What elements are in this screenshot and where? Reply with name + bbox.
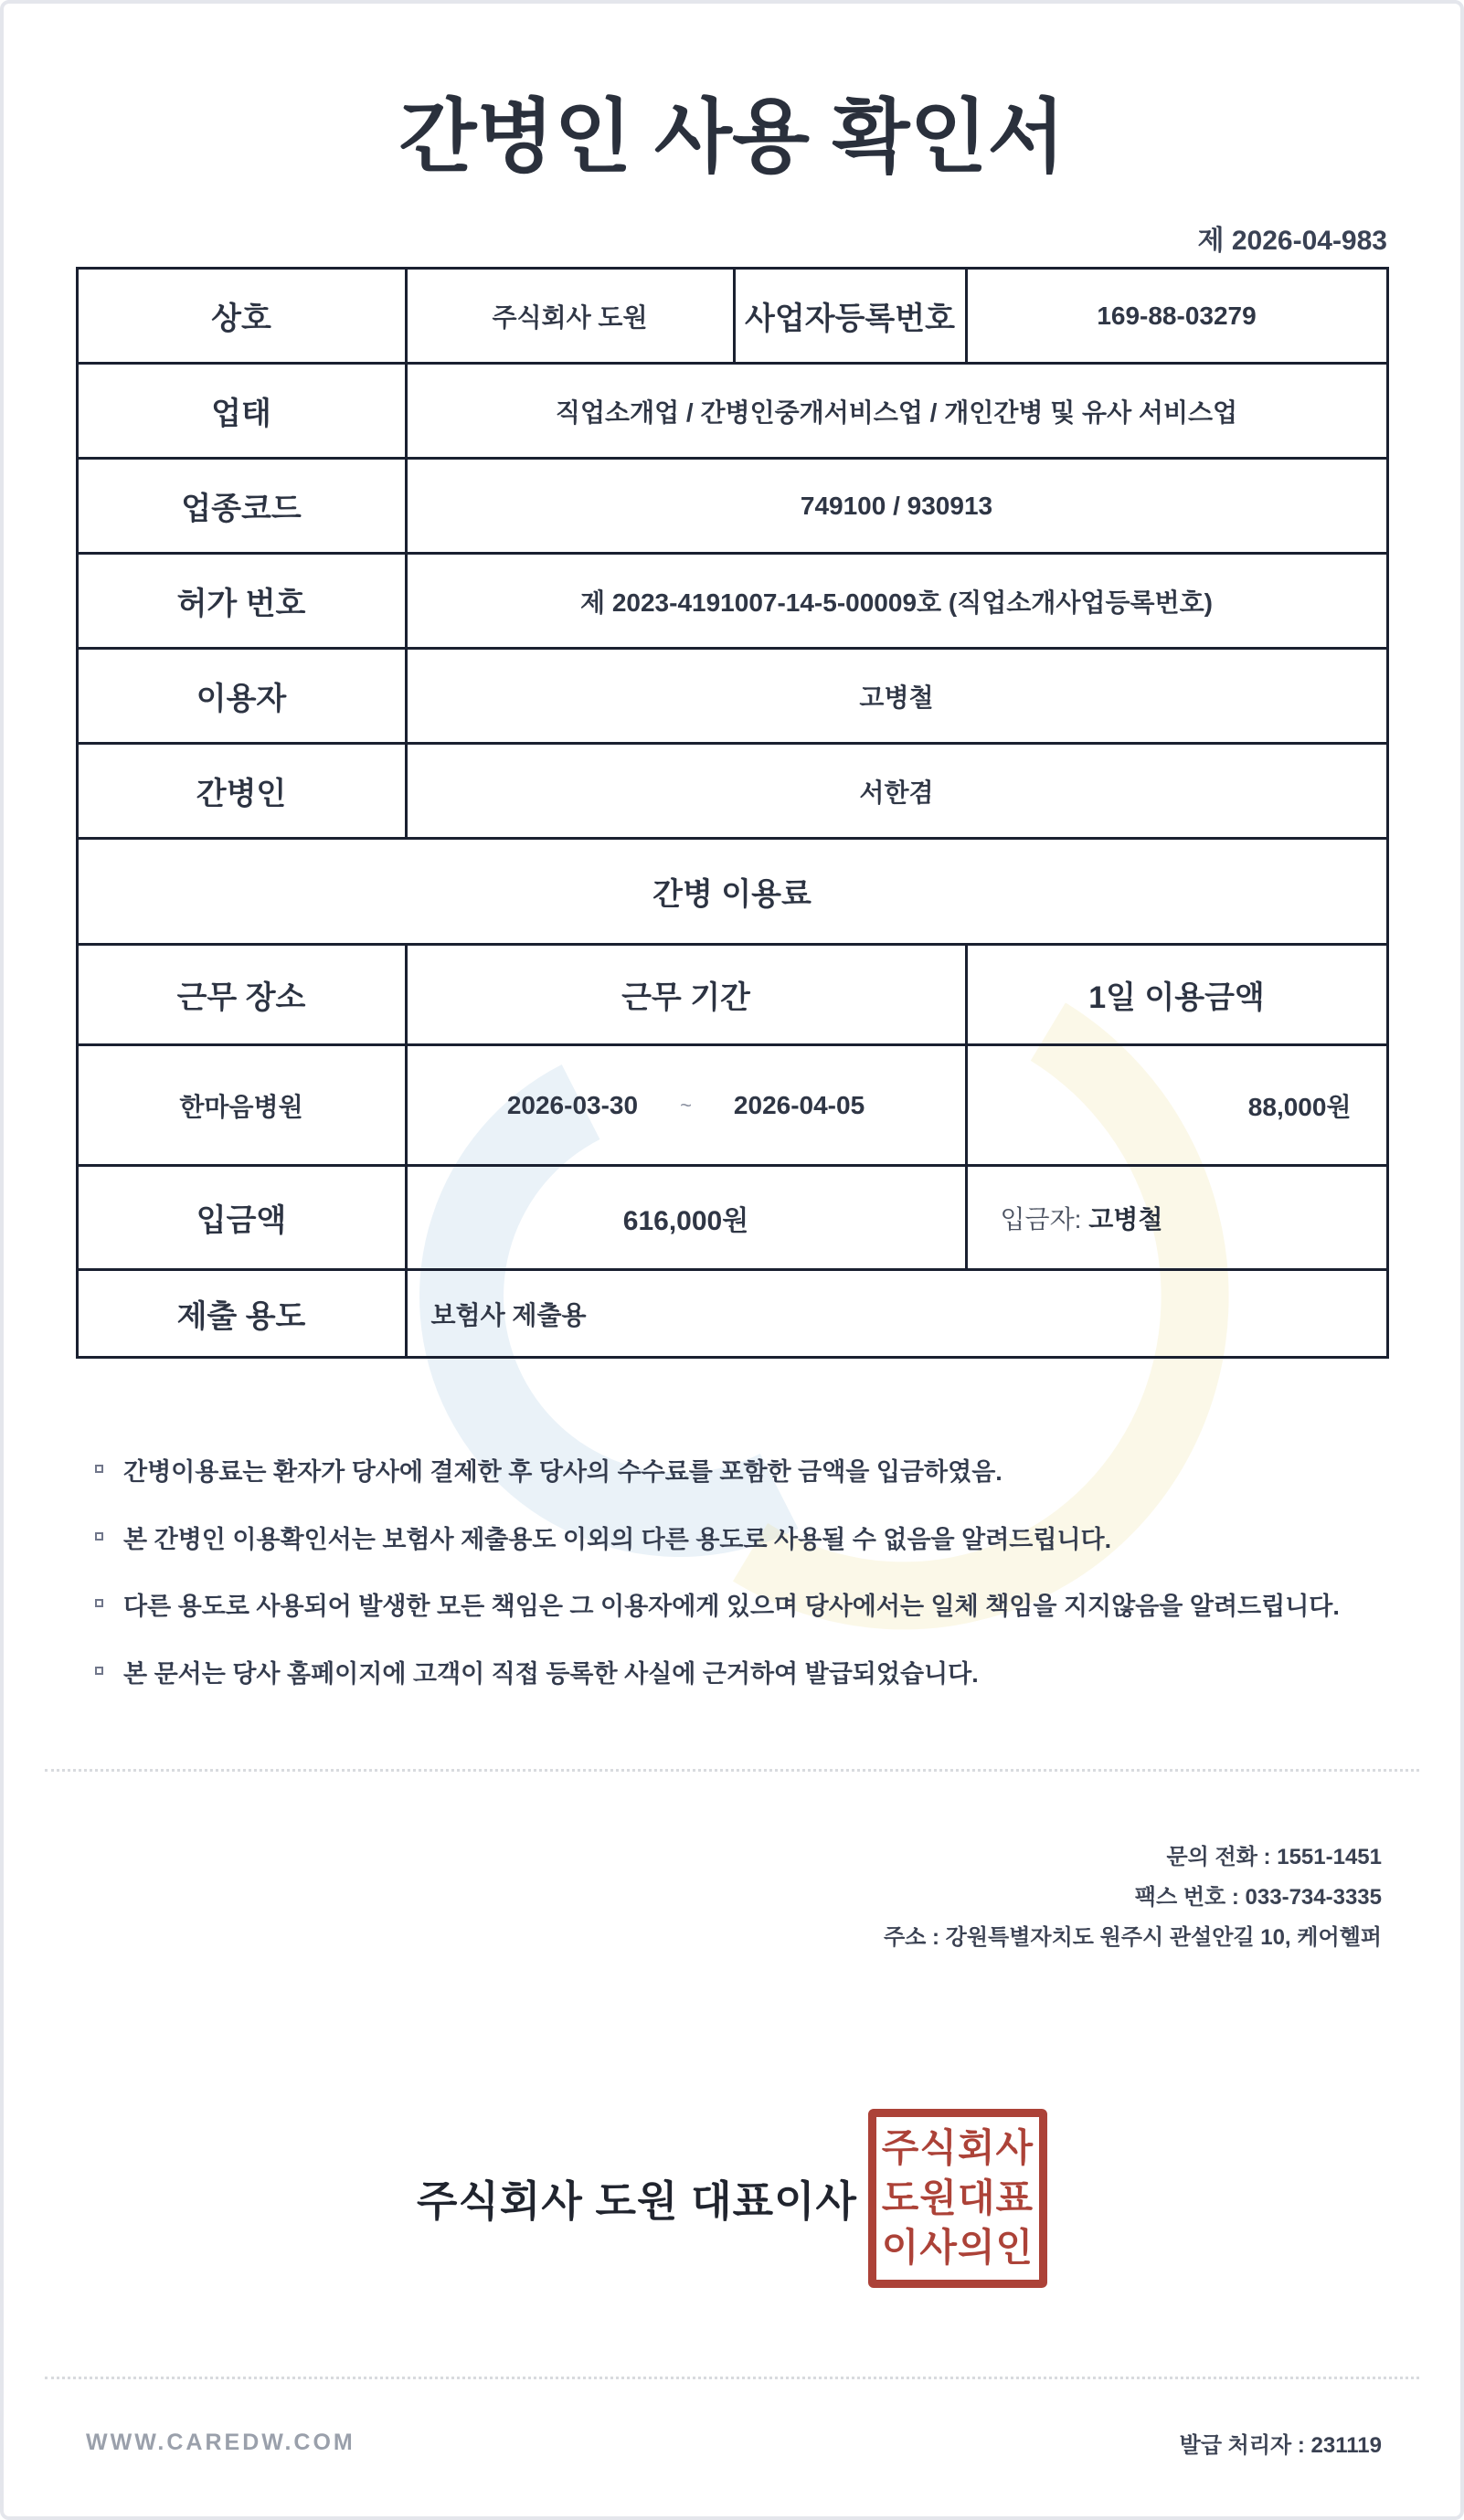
stamp-text-line: 이사의인 [881, 2226, 1034, 2270]
deposit-amount-value: 616,000원 [406, 1166, 966, 1270]
company-name-value: 주식회사 도원 [406, 269, 734, 364]
note-text: 간병이용료는 환자가 당사에 결제한 후 당사의 수수료를 포함한 금액을 입금하였음. [123, 1458, 1003, 1487]
user-label: 이용자 [77, 649, 406, 744]
table-row-permit-number [77, 554, 1387, 649]
work-place-label: 근무 장소 [77, 945, 406, 1045]
table-row-fee-header [77, 945, 1387, 1045]
document-title: 간병인 사용 확인서 [398, 91, 1066, 182]
issuer-id: 발급 처리자 : 231119 [1179, 2432, 1382, 2458]
stamp-text-line: 도원대표 [881, 2176, 1034, 2219]
company-name-label: 상호 [77, 269, 406, 364]
document-number: 제 2026-04-983 [1197, 226, 1387, 257]
table-row-fee-values [77, 1045, 1387, 1166]
work-period-value [406, 1045, 966, 1166]
table-row-industry-code [77, 459, 1387, 554]
permit-number-label: 허가 번호 [77, 554, 406, 649]
contact-address: 주소 : 강원특별자치도 원주시 관설안길 10, 케어헬퍼 [883, 1924, 1382, 1950]
note-item [95, 1592, 1406, 1621]
contact-fax: 팩스 번호 : 033-734-3335 [1134, 1884, 1382, 1910]
footer-bar [4, 2427, 1460, 2459]
contact-info [4, 1837, 1460, 1958]
depositor-name: 고병철 [1088, 1204, 1163, 1234]
square-bullet-icon [95, 1599, 103, 1607]
daily-fee-label: 1일 이용금액 [966, 945, 1387, 1045]
business-type-value: 직업소개업 / 간병인중개서비스업 / 개인간병 및 유사 서비스업 [406, 364, 1387, 459]
square-bullet-icon [95, 1465, 103, 1473]
period-end-date: 2026-04-05 [733, 1090, 865, 1119]
ceo-signature-text: 주식회사 도원 대표이사 [417, 2176, 857, 2225]
note-item [95, 1457, 1406, 1487]
square-bullet-icon [95, 1532, 103, 1541]
confirmation-table [76, 267, 1389, 1359]
work-place-value: 한마음병원 [77, 1045, 406, 1166]
table-row-company [77, 269, 1387, 364]
note-item [95, 1659, 1406, 1689]
table-row-deposit [77, 1166, 1387, 1270]
deposit-label: 입금액 [77, 1166, 406, 1270]
work-period-label: 근무 기간 [406, 945, 966, 1045]
business-type-label: 업태 [77, 364, 406, 459]
business-number-label: 사업자등록번호 [734, 269, 966, 364]
note-text: 본 문서는 당사 홈페이지에 고객이 직접 등록한 사실에 근거하여 발급되었습니다. [123, 1659, 979, 1688]
dotted-divider [45, 2377, 1419, 2379]
contact-phone: 문의 전화 : 1551-1451 [1166, 1844, 1382, 1869]
period-start-date: 2026-03-30 [506, 1090, 639, 1119]
table-row-purpose [77, 1270, 1387, 1358]
daily-fee-value: 88,000원 [966, 1045, 1387, 1166]
website-url: WWW.CAREDW.COM [86, 2429, 355, 2455]
purpose-label: 제출 용도 [77, 1270, 406, 1358]
notes-list [95, 1457, 1406, 1689]
note-item [95, 1525, 1406, 1554]
user-value: 고병철 [406, 649, 1387, 744]
table-row-business-type [77, 364, 1387, 459]
table-row-caregiver [77, 744, 1387, 839]
industry-code-value: 749100 / 930913 [406, 459, 1387, 554]
stamp-text-line: 주식회사 [881, 2126, 1034, 2170]
business-number-value: 169-88-03279 [966, 269, 1387, 364]
dotted-divider [45, 1769, 1419, 1772]
caregiver-label: 간병인 [77, 744, 406, 839]
corporate-seal-stamp-icon [868, 2109, 1047, 2288]
fee-section-title: 간병 이용료 [77, 839, 1387, 945]
table-row-user [77, 649, 1387, 744]
table-row-fee-section [77, 839, 1387, 945]
industry-code-label: 업종코드 [77, 459, 406, 554]
depositor-label: 입금자: [1000, 1204, 1082, 1234]
caregiver-value: 서한겸 [406, 744, 1387, 839]
permit-number-value: 제 2023-4191007-14-5-00009호 (직업소개사업등록번호) [406, 554, 1387, 649]
purpose-value: 보험사 제출용 [406, 1270, 1387, 1358]
period-tilde: ~ [680, 1093, 692, 1117]
signature-block [4, 2108, 1460, 2289]
depositor-cell [966, 1166, 1387, 1270]
note-text: 본 간병인 이용확인서는 보험사 제출용도 이외의 다른 용도로 사용될 수 없음을 알려드립니다. [123, 1525, 1112, 1553]
square-bullet-icon [95, 1667, 103, 1675]
note-text: 다른 용도로 사용되어 발생한 모든 책임은 그 이용자에게 있으며 당사에서는 일체 책임을 지지않음을 알려드립니다. [123, 1593, 1340, 1621]
